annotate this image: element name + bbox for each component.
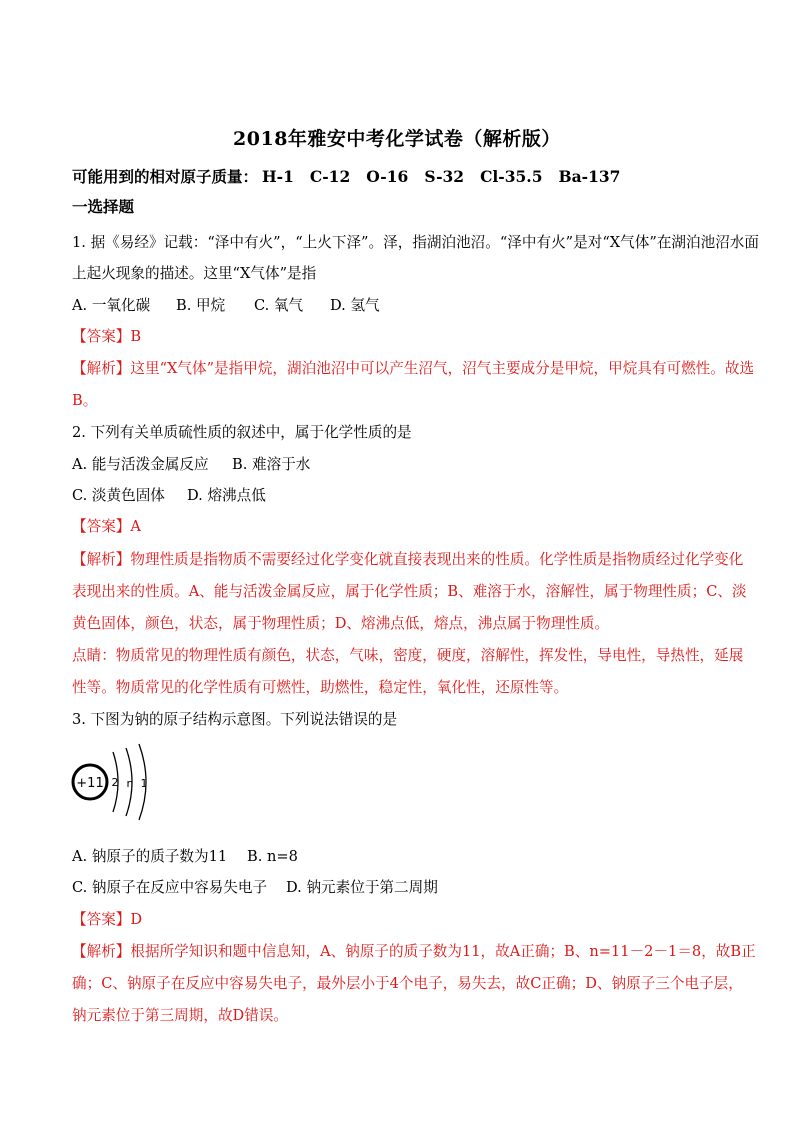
mass-item: Cl-35.5 (480, 167, 543, 186)
page-title: 2018年雅安中考化学试卷（解析版） (233, 128, 561, 150)
q1-option-a: A. 一氧化碳 (72, 297, 151, 314)
q3-options-row1 (72, 845, 298, 866)
q1-answer: 【答案】B (72, 328, 142, 345)
q3-stem: 3. 下图为钠的原子结构示意图。下列说法错误的是 (72, 711, 398, 728)
mass-item: O-16 (366, 167, 409, 186)
mass-item: C-12 (309, 167, 351, 186)
q2-analysis-line3: 黄色固体，颜色，状态，属于物理性质；D、熔沸点低，熔点，沸点属于物理性质。 (72, 615, 610, 632)
q3-analysis-line1: 【解析】根据所学知识和题中信息知，A、钠原子的质子数为11，故A正确；B、n=11－2－1＝8，故B正 (72, 943, 756, 960)
q1-option-b: B. 甲烷 (176, 297, 226, 314)
q3-option-b: B. n=8 (247, 848, 298, 865)
q3-option-a: A. 钠原子的质子数为11 (72, 848, 228, 865)
relative-atomic-masses (72, 165, 636, 187)
q1-option-c: C. 氧气 (254, 297, 304, 314)
q2-stem: 2. 下列有关单质硫性质的叙述中，属于化学性质的是 (72, 424, 412, 441)
q3-options-row2 (72, 876, 438, 897)
q3-analysis-line2: 确；C、钠原子在反应中容易失电子，最外层小于4个电子，易失去，故C正确；D、钠原子三个电子层， (72, 975, 743, 992)
section-heading: 一选择题 (72, 197, 135, 216)
q2-note-line1: 点睛：物质常见的物理性质有颜色，状态，气味，密度，硬度，溶解性，挥发性，导电性，导热性，延展 (72, 647, 744, 664)
q3-option-d: D. 钠元素位于第二周期 (286, 879, 438, 896)
q2-option-d: D. 熔沸点低 (187, 487, 266, 504)
q2-analysis-line1: 【解析】物理性质是指物质不需要经过化学变化就直接表现出来的性质。化学性质是指物质经过化学变化 (72, 551, 744, 568)
shell-2-electrons: n (126, 777, 134, 790)
sodium-atom-structure-diagram (68, 742, 158, 824)
q2-option-a: A. 能与活泼金属反应 (72, 456, 209, 473)
q3-answer: 【答案】D (72, 911, 143, 928)
q2-note-line2: 性等。物质常见的化学性质有可燃性，助燃性，稳定性，氧化性，还原性等。 (72, 679, 569, 696)
q1-stem-line2: 上起火现象的描述。这里“X气体”是指 (72, 265, 317, 282)
q2-option-b: B. 难溶于水 (232, 456, 311, 473)
nucleus-charge: +11 (76, 776, 104, 791)
q1-options (72, 294, 380, 315)
q1-analysis-line1: 【解析】这里“X气体”是指甲烷，湖泊池沼中可以产生沼气，沼气主要成分是甲烷，甲烷具有可燃性。故选 (72, 360, 755, 377)
q2-options-row2 (72, 484, 266, 505)
q2-option-c: C. 淡黄色固体 (72, 487, 165, 504)
mass-item: H-1 (262, 167, 294, 186)
q3-analysis-line3: 钠元素位于第三周期，故D错误。 (72, 1007, 289, 1024)
q1-analysis-line2: B。 (72, 392, 98, 409)
q1-stem-line1: 1. 据《易经》记载：“泽中有火”，“上火下泽”。泽，指湖泊池沼。“泽中有火”是对“X气体”在湖泊池沼水面 (72, 234, 759, 251)
q2-analysis-line2: 表现出来的性质。A、能与活泼金属反应，属于化学性质；B、难溶于水，溶解性，属于物理性质；C、淡 (72, 583, 747, 600)
mass-item: Ba-137 (558, 167, 621, 186)
q1-option-d: D. 氢气 (330, 297, 380, 314)
q2-options-row1 (72, 453, 310, 474)
shell-1-electrons: 2 (111, 776, 119, 789)
masses-label: 可能用到的相对原子质量： (72, 167, 259, 186)
q2-answer: 【答案】A (72, 518, 141, 535)
shell-3-electrons: 1 (140, 777, 148, 790)
mass-item: S-32 (424, 167, 465, 186)
q3-option-c: C. 钠原子在反应中容易失电子 (72, 879, 268, 896)
